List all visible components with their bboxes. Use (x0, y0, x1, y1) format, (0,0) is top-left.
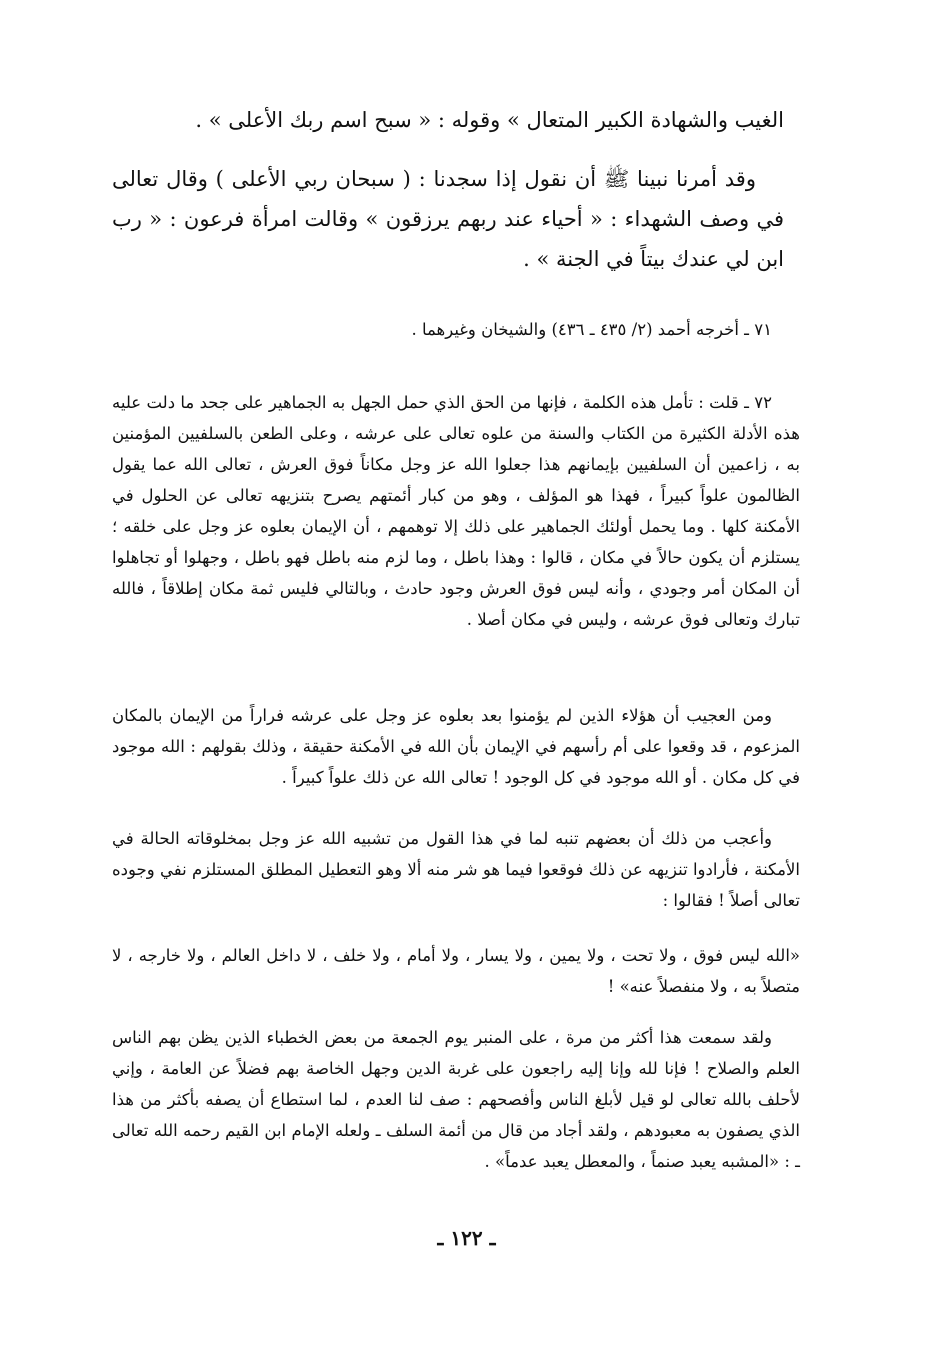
main-text-continuation (112, 100, 784, 140)
footnote-72-paragraph-3: وأعجب من ذلك أن بعضهم تنبه لما في هذا القول من تشبيه الله عز وجل بمخلوقاته الحالة في الأمكنة ، فأرادوا تنزيهه عن ذلك فوقعوا فيما هو شر منه ألا وهو التعطيل المطلق المستلزم نفي وجوده تعالى أصلاً ! فقالوا : (112, 829, 800, 910)
main-paragraph-2: وقد أمرنا نبينا ﷺ أن نقول إذا سجدنا : ( سبحان ربي الأعلى ) وقال تعالى في وصف الشهداء : « أحياء عند ربهم يرزقون » وقالت امرأة فرعون : « رب ابن لي عندك بيتاً في الجنة » . (112, 167, 784, 271)
footnote-72-continued (112, 823, 800, 916)
footnote-72-quote (112, 940, 800, 1002)
footnote-72-paragraph-2: ومن العجيب أن هؤلاء الذين لم يؤمنوا بعد بعلوه عز وجل على عرشه فراراً من الإيمان بالمكان المزعوم ، قد وقعوا على أم رأسهم في الإيمان بأن الله في الأمكنة حقيقة ، وذلك بقولهم : الله موجود في كل مكان . أو الله موجود في كل الوجود ! تعالى الله عن ذلك علواً كبيراً . (112, 706, 800, 787)
footnote-72-continued (112, 1022, 800, 1177)
footnote-72 (112, 387, 800, 635)
page-number: ـ ١٢٢ ـ (437, 1226, 496, 1250)
footnote-72-continued (112, 700, 800, 793)
footnote-72-paragraph-4: «الله ليس فوق ، ولا تحت ، ولا يمين ، ولا يسار ، ولا أمام ، ولا خلف ، لا داخل العالم ، ولا خارجه ، لا متصلاً به ، ولا منفصلاً عنه» ! (112, 946, 800, 996)
main-paragraph-1: الغيب والشهادة الكبير المتعال » وقوله : « سبح اسم ربك الأعلى » . (195, 108, 784, 132)
footnote-71-text: ٧١ ـ أخرجه أحمد (٢/ ٤٣٥ ـ ٤٣٦) والشيخان وغيرهما . (411, 320, 772, 339)
main-text-paragraph (112, 159, 784, 279)
footnote-72-paragraph-5: ولقد سمعت هذا أكثر من مرة ، على المنبر يوم الجمعة من بعض الخطباء الذين يظن بهم الناس العلم والصلاح ! فإنا لله وإنا إليه راجعون على غربة الدين وجهل الخاصة بهم فضلاً عن العامة ، وإني لأحلف بالله تعالى لو قيل لأبلغ الناس وأفصحهم : صف لنا العدم ، لما استطاع أن يصفه بأكثر من هذا الذي يصفون به معبودهم ، ولقد أجاد من قال من أئمة السلف ـ ولعله الإمام ابن القيم رحمه الله تعالى ـ : «المشبه يعبد صنماً ، والمعطل يعبد عدماً» . (112, 1028, 800, 1171)
footnote-72-paragraph-1: ٧٢ ـ قلت : تأمل هذه الكلمة ، فإنها من الحق الذي حمل الجهل به الجماهير على جحد ما دلت عليه هذه الأدلة الكثيرة من الكتاب والسنة من علوه تعالى على عرشه ، وعلى الطعن بالسلفيين المؤمنين به ، زاعمين أن السلفيين بإيمانهم هذا جعلوا الله عز وجل مكاناً فوق العرش ، تعالى الله عما يقول الظالمون علواً كبيراً ، فهذا هو المؤلف ، وهو من كبار أئمتهم يصرح بتنزيهه تعالى عن الحلول في الأمكنة كلها . وما يحمل أولئك الجماهير على ذلك إلا توهمهم ، أن الإيمان بعلوه عز وجل على خلقه ؛ يستلزم أن يكون حالاً في مكان ، قالوا : وهذا باطل ، وما لزم منه باطل فهو باطل ، وجهلوا أو تجاهلوا أن المكان أمر وجودي ، وأنه ليس فوق العرش وجود حادث ، وبالتالي فليس ثمة مكان إطلاقاً ، فالله تبارك وتعالى فوق عرشه ، وليس في مكان أصلا . (112, 393, 800, 629)
footnote-71 (112, 314, 800, 345)
